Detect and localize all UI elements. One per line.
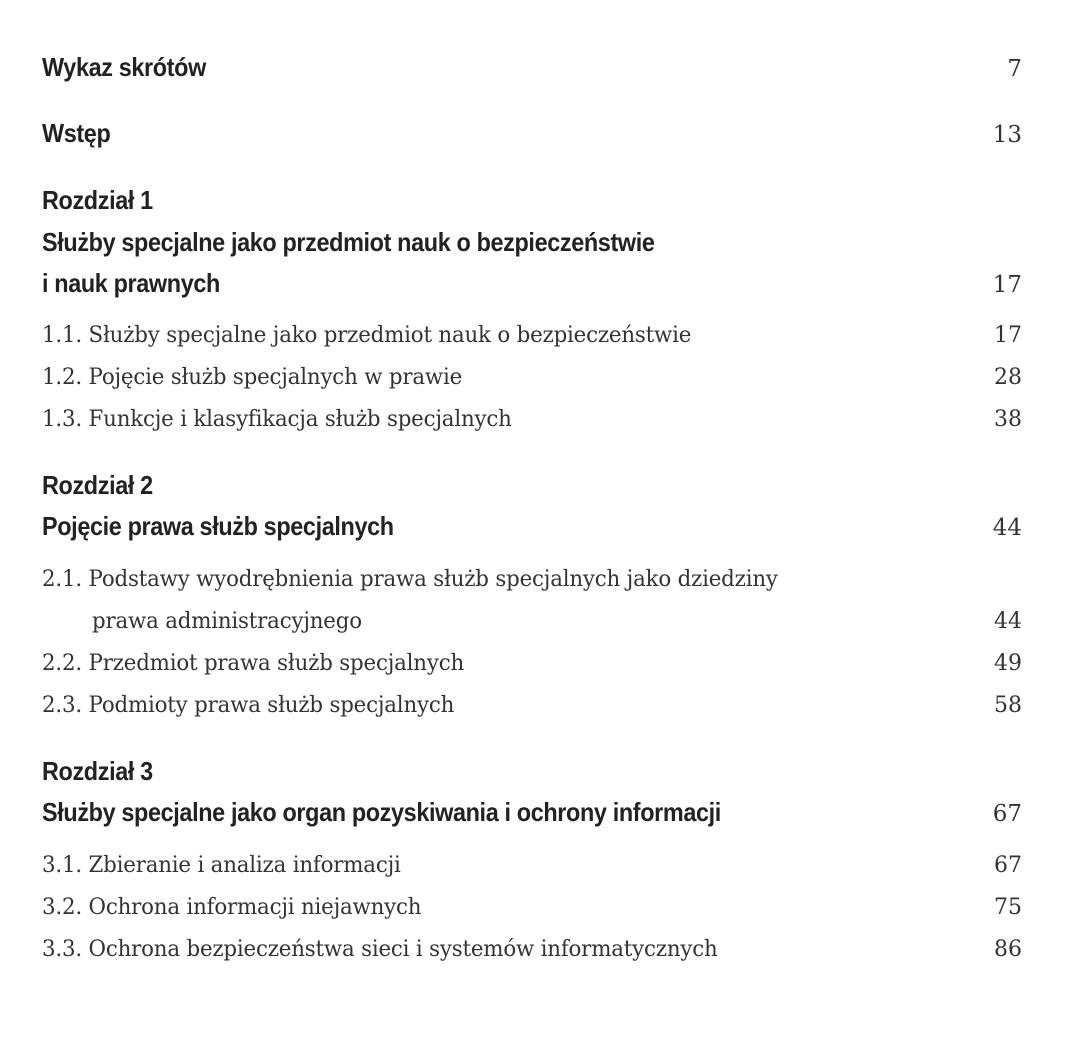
toc-section	[42, 323, 1022, 348]
chapter-title: Służby specjalne jako przedmiot nauk o bezpieczeństwie	[42, 227, 655, 257]
toc-page-number: 38	[994, 407, 1022, 432]
chapter-title: Służby specjalne jako organ pozyskiwania i ochrony informacji	[42, 797, 721, 827]
section-title: 1.1. Służby specjalne jako przedmiot nauk o bezpieczeństwie	[42, 323, 692, 348]
toc-entry-chapter-2	[42, 511, 1022, 542]
toc-section	[42, 853, 1022, 878]
toc-entry-abbreviations	[42, 52, 1022, 83]
chapter-label: Rozdział 2	[42, 470, 153, 500]
section-title: 2.2. Przedmiot prawa służb specjalnych	[42, 651, 465, 676]
section-title: 1.2. Pojęcie służb specjalnych w prawie	[42, 365, 463, 390]
chapter-title: Pojęcie prawa służb specjalnych	[42, 511, 394, 541]
toc-section	[42, 937, 1022, 962]
toc-page-number: 7	[1007, 56, 1022, 82]
section-title: 2.1. Podstawy wyodrębnienia prawa służb specjalnych jako dziedziny	[42, 567, 778, 592]
toc-page-number: 44	[994, 609, 1022, 634]
chapter-label: Rozdział 3	[42, 756, 153, 786]
toc-page-number: 13	[992, 122, 1022, 148]
chapter-title-cont: i nauk prawnych	[42, 268, 220, 298]
toc-page-number: 75	[994, 895, 1022, 920]
toc-page-number: 44	[992, 515, 1022, 541]
toc-section	[42, 895, 1022, 920]
toc-page-number: 49	[994, 651, 1022, 676]
toc-page-number: 67	[994, 853, 1022, 878]
toc-entry-title: Wstęp	[42, 118, 111, 148]
toc-page-number: 86	[994, 937, 1022, 962]
chapter-label: Rozdział 1	[42, 185, 153, 215]
section-title: 3.2. Ochrona informacji niejawnych	[42, 895, 422, 920]
toc-section	[42, 407, 1022, 432]
section-title: 2.3. Podmioty prawa służb specjalnych	[42, 693, 455, 718]
toc-section	[42, 365, 1022, 390]
section-title: 3.1. Zbieranie i analiza informacji	[42, 853, 401, 878]
toc-entry-title: Wykaz skrótów	[42, 52, 206, 82]
toc-page-number: 28	[994, 365, 1022, 390]
toc-section	[42, 567, 1022, 592]
toc-page-number: 67	[992, 801, 1022, 827]
toc-section	[42, 651, 1022, 676]
toc-entry-chapter-3	[42, 797, 1022, 828]
toc-section	[42, 693, 1022, 718]
section-title-cont: prawa administracyjnego	[92, 609, 362, 634]
section-title: 3.3. Ochrona bezpieczeństwa sieci i systemów informatycznych	[42, 937, 718, 962]
toc-entry-chapter-1	[42, 268, 1022, 299]
toc-page-number: 58	[994, 693, 1022, 718]
toc-section-cont	[92, 609, 1022, 634]
toc-page-number: 17	[994, 323, 1022, 348]
section-title: 1.3. Funkcje i klasyfikacja służb specjalnych	[42, 407, 512, 432]
toc-page-number: 17	[992, 272, 1022, 298]
toc-entry-intro	[42, 118, 1022, 149]
